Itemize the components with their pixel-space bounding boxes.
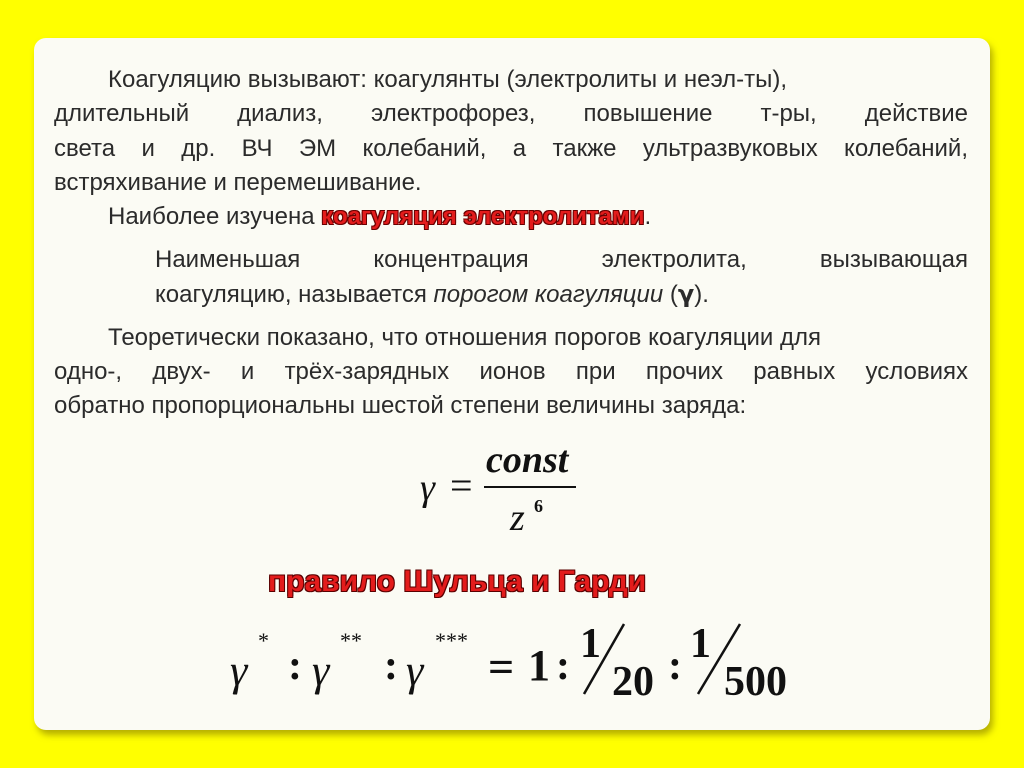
rule-title: правило Шульца и Гарди: [268, 565, 647, 598]
formula2-equals: =: [488, 641, 515, 692]
paragraph2-prefix: Наиболее изучена: [108, 203, 322, 230]
paragraph1-line1: Коагуляцию вызывают: коагулянты (электролиты и неэл-ты),: [108, 66, 788, 93]
gamma-symbol: γ: [677, 280, 695, 308]
formula1-fraction-bar: [484, 486, 576, 488]
formula2-sup2: **: [340, 628, 362, 653]
formula2-gamma1: γ: [230, 646, 248, 695]
paragraph3-line2: [155, 276, 709, 313]
formula1-gamma: γ: [420, 467, 435, 509]
formula1-numerator: const: [486, 439, 569, 481]
formula2-fraction1-numerator: 1: [580, 621, 601, 667]
formula2-colon4: :: [668, 643, 682, 689]
formula2-sup1: *: [258, 628, 269, 653]
paragraph2: [108, 199, 651, 235]
formula2-gamma2: γ: [312, 646, 330, 695]
paragraph3-close-paren: ).: [694, 281, 709, 308]
coagulation-by-electrolytes-highlight: коагуляция электролитами: [321, 203, 645, 230]
formula2-colon3: :: [556, 643, 570, 689]
coagulation-threshold-term: порогом коагуляции: [433, 281, 664, 308]
paragraph4-line2: одно-, двух- и трёх-зарядных ионов при прочих равных условиях: [54, 358, 968, 385]
paragraph4-line1: Теоретически показано, что отношения порогов коагуляции для: [108, 324, 822, 351]
formula2-fraction2-denominator: 500: [724, 659, 787, 705]
paragraph2-suffix: .: [644, 203, 652, 230]
formula2-colon2: :: [384, 643, 398, 689]
formula1-equals: =: [450, 463, 473, 508]
formula2-sup3: ***: [435, 628, 468, 653]
formula2-one: 1: [528, 641, 550, 690]
paragraph3-open-paren: (: [663, 281, 678, 308]
paragraph3-line1: Наименьшая концентрация электролита, вызывающая: [155, 246, 968, 273]
paragraph1-line3: света и др. ВЧ ЭМ колебаний, а также ультразвуковых колебаний,: [54, 135, 968, 162]
formula1-exponent: 6: [534, 496, 543, 516]
paragraph1-line4: встряхивание и перемешивание.: [54, 169, 422, 196]
formula2-colon1: :: [288, 643, 302, 689]
formula2-fraction1-denominator: 20: [612, 659, 654, 705]
formula2-fraction2-numerator: 1: [690, 621, 711, 667]
formula2-gamma3: γ: [406, 646, 424, 695]
paragraph4-line3: обратно пропорциональны шестой степени величины заряда:: [54, 392, 747, 419]
paragraph3-line2-prefix: коагуляцию, называется: [155, 281, 434, 308]
paragraph1-line2: длительный диализ, электрофорез, повышение т-ры, действие: [54, 100, 968, 127]
formula1-denominator: z: [510, 497, 525, 539]
